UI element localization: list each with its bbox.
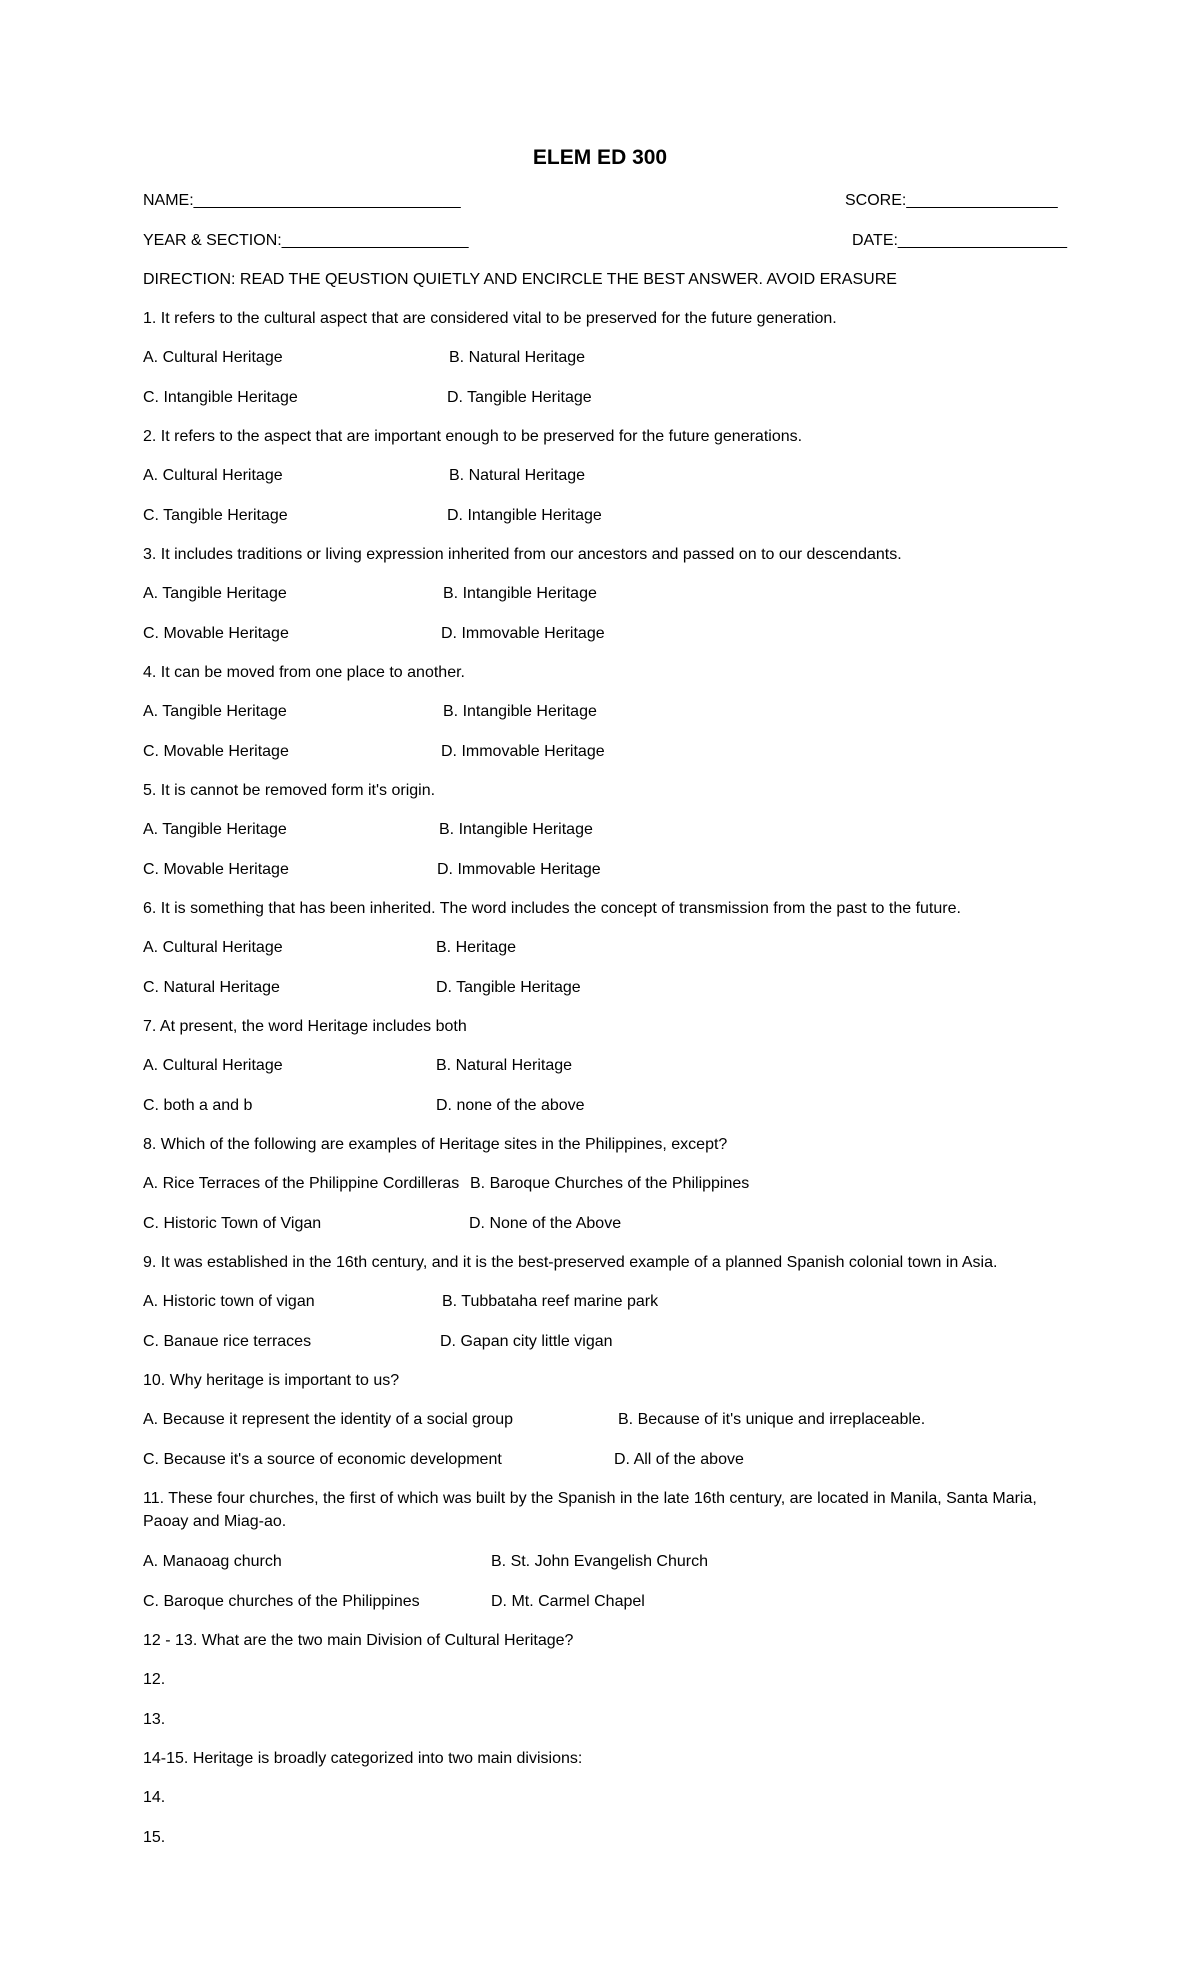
option-a: A. Because it represent the identity of a social group xyxy=(143,1411,513,1428)
question-text: 14-15. Heritage is broadly categorized into two main divisions: xyxy=(143,1750,583,1767)
option-d: D. Tangible Heritage xyxy=(447,389,592,406)
option-d: D. None of the Above xyxy=(469,1215,622,1232)
option-a: A. Cultural Heritage xyxy=(143,939,283,956)
question-text: 12 - 13. What are the two main Division of Cultural Heritage? xyxy=(143,1632,574,1649)
question-text: 3. It includes traditions or living expression inherited from our ancestors and passed on to our descendants. xyxy=(143,546,902,563)
option-c: C. both a and b xyxy=(143,1097,253,1114)
option-c: C. Natural Heritage xyxy=(143,979,280,996)
option-c: C. Because it's a source of economic development xyxy=(143,1451,502,1468)
question-text: 2. It refers to the aspect that are important enough to be preserved for the future generations. xyxy=(143,428,803,445)
question-text: 5. It is cannot be removed form it's origin. xyxy=(143,782,436,799)
answer-number-14: 14. xyxy=(143,1789,166,1806)
option-b: B. Baroque Churches of the Philippines xyxy=(470,1175,750,1192)
question-text: 6. It is something that has been inherited. The word includes the concept of transmission from the past to the future. xyxy=(143,900,961,917)
option-a: A. Tangible Heritage xyxy=(143,585,287,602)
question-text: 7. At present, the word Heritage includes both xyxy=(143,1018,467,1035)
option-c: C. Intangible Heritage xyxy=(143,389,298,406)
option-c: C. Baroque churches of the Philippines xyxy=(143,1593,420,1610)
question-text: 4. It can be moved from one place to another. xyxy=(143,664,465,681)
option-d: D. none of the above xyxy=(436,1097,585,1114)
option-a: A. Tangible Heritage xyxy=(143,821,287,838)
question-text: 11. These four churches, the first of which was built by the Spanish in the late 16th century, are located in Manila, Santa Maria, Paoay and Miag-ao. xyxy=(143,1490,1037,1530)
question-text: 1. It refers to the cultural aspect that are considered vital to be preserved for the future generation. xyxy=(143,310,837,327)
option-a: A. Manaoag church xyxy=(143,1553,282,1570)
option-d: D. Mt. Carmel Chapel xyxy=(491,1593,645,1610)
option-b: B. Intangible Heritage xyxy=(443,585,597,602)
option-b: B. Heritage xyxy=(436,939,517,956)
direction-text: DIRECTION: READ THE QEUSTION QUIETLY AND ENCIRCLE THE BEST ANSWER. AVOID ERASURE xyxy=(143,271,897,288)
option-b: B. Intangible Heritage xyxy=(439,821,593,838)
option-b: B. St. John Evangelish Church xyxy=(491,1553,709,1570)
year-section-field: YEAR & SECTION:_____________________ xyxy=(143,232,469,249)
option-a: A. Cultural Heritage xyxy=(143,1057,283,1074)
option-c: C. Movable Heritage xyxy=(143,625,289,642)
option-a: A. Cultural Heritage xyxy=(143,467,283,484)
option-b: B. Tubbataha reef marine park xyxy=(442,1293,659,1310)
option-d: D. All of the above xyxy=(614,1451,744,1468)
option-d: D. Immovable Heritage xyxy=(441,625,605,642)
option-d: D. Intangible Heritage xyxy=(447,507,602,524)
page-title: ELEM ED 300 xyxy=(532,146,668,169)
option-b: B. Because of it's unique and irreplaceable. xyxy=(618,1411,926,1428)
date-field: DATE:___________________ xyxy=(852,232,1067,249)
answer-number-15: 15. xyxy=(143,1829,166,1846)
option-a: A. Cultural Heritage xyxy=(143,349,283,366)
option-b: B. Natural Heritage xyxy=(449,349,586,366)
option-a: A. Historic town of vigan xyxy=(143,1293,315,1310)
option-b: B. Natural Heritage xyxy=(449,467,586,484)
answer-number-13: 13. xyxy=(143,1711,166,1728)
option-c: C. Banaue rice terraces xyxy=(143,1333,312,1350)
option-d: D. Tangible Heritage xyxy=(436,979,581,996)
option-d: D. Immovable Heritage xyxy=(441,743,605,760)
option-c: C. Movable Heritage xyxy=(143,743,289,760)
answer-number-12: 12. xyxy=(143,1671,166,1688)
option-a: A. Rice Terraces of the Philippine Cordilleras xyxy=(143,1175,460,1192)
option-c: C. Historic Town of Vigan xyxy=(143,1215,322,1232)
question-text: 8. Which of the following are examples of Heritage sites in the Philippines, except? xyxy=(143,1136,728,1153)
option-d: D. Gapan city little vigan xyxy=(440,1333,613,1350)
option-d: D. Immovable Heritage xyxy=(437,861,601,878)
option-c: C. Tangible Heritage xyxy=(143,507,288,524)
question-text: 9. It was established in the 16th century, and it is the best-preserved example of a planned Spanish colonial town in Asia. xyxy=(143,1254,998,1271)
score-field: SCORE:_________________ xyxy=(845,192,1058,209)
option-b: B. Natural Heritage xyxy=(436,1057,573,1074)
question-text: 10. Why heritage is important to us? xyxy=(143,1372,400,1389)
name-field: NAME:______________________________ xyxy=(143,192,461,209)
option-b: B. Intangible Heritage xyxy=(443,703,597,720)
option-a: A. Tangible Heritage xyxy=(143,703,287,720)
option-c: C. Movable Heritage xyxy=(143,861,289,878)
